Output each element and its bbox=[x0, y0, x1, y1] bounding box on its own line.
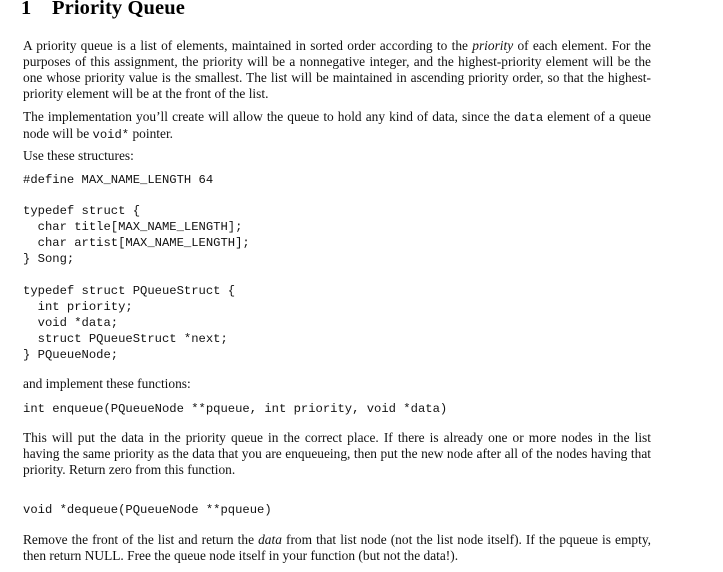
intro-paragraph bbox=[23, 38, 651, 102]
implement-functions-text: and implement these functions: bbox=[23, 376, 191, 391]
impl-inline-code-voidptr: void* bbox=[92, 128, 130, 142]
intro-emphasis: priority bbox=[472, 38, 514, 53]
section-title: Priority Queue bbox=[52, 0, 185, 19]
impl-text-2: element of a queue node will be bbox=[23, 109, 651, 141]
code-song-struct: typedef struct { char title[MAX_NAME_LENGTH]; char artist[MAX_NAME_LENGTH]; } Song; bbox=[23, 204, 250, 266]
use-structures-text: Use these structures: bbox=[23, 148, 134, 163]
code-define: #define MAX_NAME_LENGTH 64 bbox=[23, 173, 214, 187]
enqueue-signature: int enqueue(PQueueNode **pqueue, int priority, void *data) bbox=[23, 402, 448, 416]
dequeue-description bbox=[23, 532, 651, 564]
dequeue-signature: void *dequeue(PQueueNode **pqueue) bbox=[23, 503, 272, 517]
section-number: 1 bbox=[21, 0, 32, 19]
intro-text-1: A priority queue is a list of elements, maintained in sorted order according to the bbox=[23, 38, 473, 53]
code-pqueue-struct: typedef struct PQueueStruct { int priority; void *data; struct PQueueStruct *next; } PQueueNode; bbox=[23, 284, 236, 362]
enqueue-description: This will put the data in the priority queue in the correct place. If there is already one or more nodes in the list having the same priority as the data that you are enqueueing, then put the new node after all of the nodes having that priority. Return zero from this function. bbox=[23, 430, 651, 477]
dequeue-text-1: Remove the front of the list and return the bbox=[23, 532, 259, 547]
section-heading bbox=[21, 0, 185, 20]
implementation-paragraph bbox=[23, 109, 651, 143]
impl-inline-code-data: data bbox=[513, 111, 544, 125]
dequeue-emphasis: data bbox=[258, 532, 282, 547]
impl-text-1: The implementation you’ll create will allow the queue to hold any kind of data, since the bbox=[23, 109, 514, 124]
intro-text-2: of each element. For the purposes of this assignment, the priority will be a nonnegative integer, and the highest-priority element will be the one whose priority value is the smallest. The list will be maintained in ascending priority order, so that the highest-priority element will be at the front of the list. bbox=[23, 38, 652, 101]
dequeue-text-2: from that list node (not the list node itself). If the pqueue is empty, then return NULL. Free the queue node itself in your function (but not the data!). bbox=[23, 532, 651, 563]
impl-text-3: pointer. bbox=[129, 126, 174, 141]
